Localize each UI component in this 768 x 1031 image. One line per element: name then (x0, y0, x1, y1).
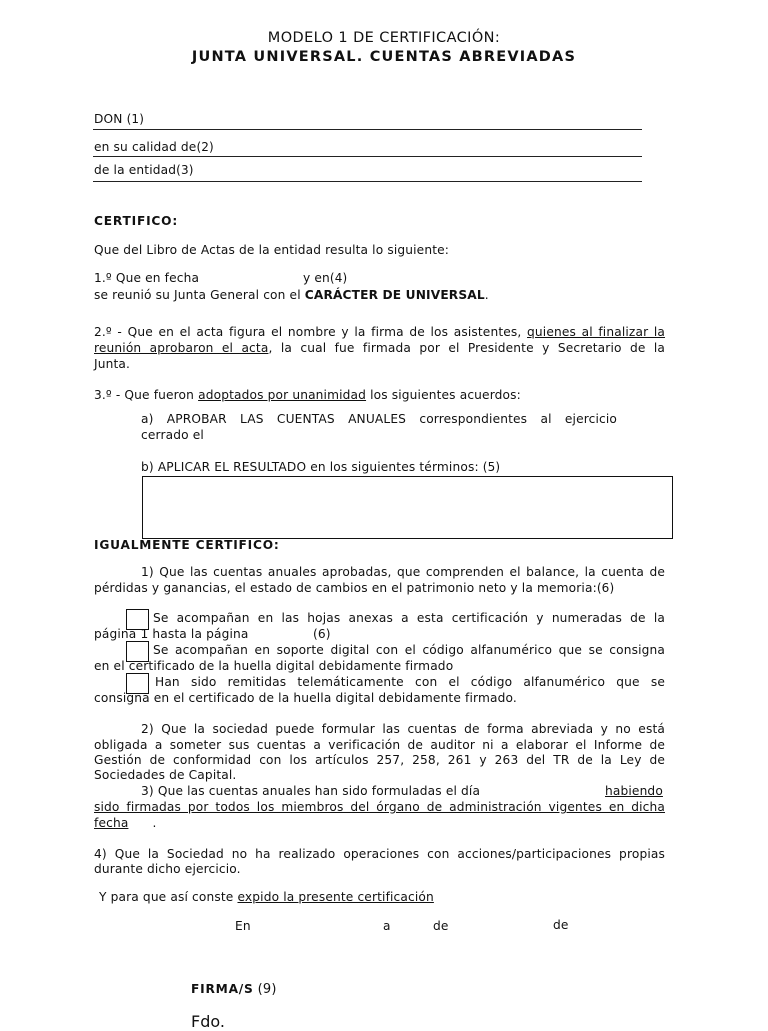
date-a: a (383, 919, 391, 933)
field-calidad-label: en su calidad de (94, 140, 197, 154)
certifico-intro: Que del Libro de Actas de la entidad resulta lo siguiente: (94, 243, 450, 257)
conste-line (99, 890, 434, 904)
document-subtitle: JUNTA UNIVERSAL. CUENTAS ABREVIADAS (191, 49, 577, 65)
option3-line2: consigna en el certificado de la huella digital debidamente firmado. (94, 691, 517, 705)
option3-line1: Han sido remitidas telemáticamente con el código alfanumérico que se (155, 675, 665, 689)
point1-end: . (484, 288, 489, 302)
field-don-note: (1) (126, 112, 145, 126)
resultado-input-box[interactable] (142, 476, 673, 539)
item4-line2: durante dicho ejercicio. (94, 862, 241, 876)
date-de-1: de (433, 919, 449, 933)
firma-line (191, 982, 277, 997)
agreement-a-line2: cerrado el (141, 428, 204, 442)
item2-line2: obligada a someter sus cuentas a verificación de auditor ni a elaborar el Informe de (94, 738, 665, 752)
field-entidad-note: (3) (176, 163, 194, 177)
point1-line2 (94, 288, 489, 302)
point1-line1 (94, 271, 199, 285)
point3-line (94, 388, 521, 402)
field-don (94, 112, 144, 126)
point3-underline: adoptados por unanimidad (198, 388, 367, 402)
fdo-label: Fdo. (191, 1012, 225, 1031)
field-don-label: DON (94, 112, 123, 126)
point2-line2 (94, 341, 665, 355)
item1-note: (6) (596, 581, 615, 595)
item2-line1: 2) Que la sociedad puede formular las cuentas de forma abreviada y no está (141, 722, 665, 736)
point2-line3: Junta. (94, 357, 131, 371)
point1-lugar-label: y en (303, 271, 330, 285)
firma-note: (9) (257, 982, 277, 997)
field-calidad-line (93, 156, 642, 157)
point1-text: se reunió su Junta General con el (94, 288, 301, 302)
place-en: En (235, 919, 251, 933)
option1-line2: página 1 hasta la página (94, 627, 249, 641)
item1-line1: 1) Que las cuentas anuales aprobadas, que comprenden el balance, la cuenta de (141, 565, 665, 579)
point2-text-b: , la cual fue firmada por el Presidente y Secretario de la (268, 341, 665, 355)
agreement-b-text: b) APLICAR EL RESULTADO en los siguientes términos: (141, 460, 479, 474)
agreement-a-line1: a) APROBAR LAS CUENTAS ANUALES correspondientes al ejercicio (141, 412, 617, 426)
date-de-2: de (553, 918, 569, 932)
point3-text-b: los siguientes acuerdos: (370, 388, 521, 402)
igualmente-heading: IGUALMENTE CERTIFICO: (94, 538, 280, 552)
item4-line1: 4) Que la Sociedad no ha realizado operaciones con acciones/participaciones propias (94, 847, 665, 861)
point2-text-a: 2.º - Que en el acta figura el nombre y la firma de los asistentes, (94, 325, 522, 339)
firma-label: FIRMA/S (191, 982, 254, 996)
certifico-heading: CERTIFICO: (94, 214, 178, 228)
field-entidad-label: de la entidad (94, 163, 177, 177)
item3-end: . (152, 816, 157, 830)
item1-line2 (94, 581, 614, 595)
item3-line3 (94, 816, 156, 830)
point2-underline-a: quienes al finalizar la (527, 325, 665, 339)
field-calidad (94, 140, 214, 154)
point3-text-a: 3.º - Que fueron (94, 388, 195, 402)
field-don-line (93, 129, 642, 130)
point1-bold: CARÁCTER DE UNIVERSAL (304, 288, 485, 302)
agreement-b-line (141, 460, 500, 474)
field-calidad-note: (2) (196, 140, 214, 154)
option1-note: (6) (313, 627, 331, 641)
option1-line1: Se acompañan en las hojas anexas a esta certificación y numeradas de la (153, 611, 665, 625)
item2-line4: Sociedades de Capital. (94, 768, 237, 782)
item3-line2: sido firmadas por todos los miembros del órgano de administración vigentes en dicha (94, 800, 665, 814)
item3-line1-underline: habiendo (605, 784, 663, 798)
point1-fecha: 1.º Que en fecha (94, 271, 200, 285)
agreement-b-note: (5) (482, 460, 501, 474)
point1-lugar (303, 271, 347, 285)
item3-fecha: fecha (94, 816, 129, 830)
point2-line1 (94, 325, 665, 339)
point1-note: (4) (329, 271, 348, 285)
document-title: MODELO 1 DE CERTIFICACIÓN: (267, 30, 501, 46)
option2-line1: Se acompañan en soporte digital con el código alfanumérico que se consigna (153, 643, 665, 657)
item2-line3: Gestión de conformidad con los artículos 257, 258, 261 y 263 del TR de la Ley de (94, 753, 665, 767)
field-entidad-line (93, 181, 642, 182)
point2-underline-b: reunión aprobaron el acta (94, 341, 269, 355)
field-entidad (94, 163, 194, 177)
item3-line1-text: 3) Que las cuentas anuales han sido formuladas el día (141, 784, 481, 798)
option2-line2: en el certificado de la huella digital debidamente firmado (94, 659, 454, 673)
item1-text: pérdidas y ganancias, el estado de cambios en el patrimonio neto y la memoria: (94, 581, 597, 595)
conste-text: Y para que así conste (99, 890, 234, 904)
conste-underline: expido la presente certificación (237, 890, 434, 904)
